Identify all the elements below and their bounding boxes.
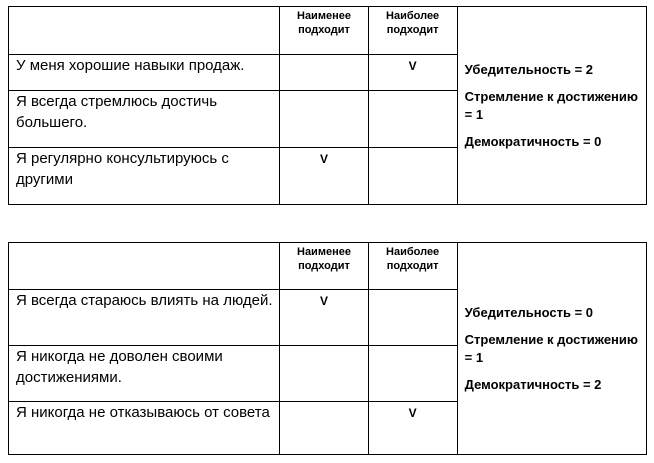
score-democracy: Демократичность = 2: [464, 376, 602, 392]
least-mark: [280, 402, 368, 455]
assessment-table-1: [8, 6, 647, 205]
score-persuasiveness: Убедительность = 2: [464, 61, 594, 77]
least-mark: V: [280, 290, 368, 346]
score-democracy: Демократичность = 0: [464, 133, 602, 149]
header-most: Наиболее подходит: [368, 7, 457, 55]
statement-cell: Я всегда стараюсь влиять на людей.: [9, 290, 280, 346]
header-statement-cell: [9, 7, 280, 55]
least-mark: [280, 91, 368, 148]
most-mark: [368, 91, 457, 148]
score-summary: [457, 7, 646, 205]
least-mark: [280, 346, 368, 402]
assessment-table-2: [8, 242, 647, 455]
header-least: Наименее подходит: [280, 7, 368, 55]
score-persuasiveness: Убедительность = 0: [464, 304, 594, 320]
score-achievement: Стремление к достижению = 1: [464, 331, 638, 365]
statement-cell: Я никогда не доволен своими достижениями.: [9, 346, 280, 402]
most-mark: [368, 346, 457, 402]
statement-cell: Я никогда не отказываюсь от совета: [9, 402, 280, 455]
header-most: Наиболее подходит: [368, 243, 457, 290]
header-statement-cell: [9, 243, 280, 290]
statement-cell: У меня хорошие навыки продаж.: [9, 55, 280, 91]
header-row: [9, 243, 647, 290]
statement-cell: Я регулярно консультируюсь с другими: [9, 148, 280, 205]
score-achievement: Стремление к достижению = 1: [464, 88, 638, 122]
least-mark: [280, 55, 368, 91]
header-row: [9, 7, 647, 55]
header-least: Наименее подходит: [280, 243, 368, 290]
statement-cell: Я всегда стремлюсь достичь большего.: [9, 91, 280, 148]
score-summary: [457, 243, 646, 455]
most-mark: V: [368, 402, 457, 455]
most-mark: [368, 148, 457, 205]
most-mark: V: [368, 55, 457, 91]
least-mark: V: [280, 148, 368, 205]
most-mark: [368, 290, 457, 346]
